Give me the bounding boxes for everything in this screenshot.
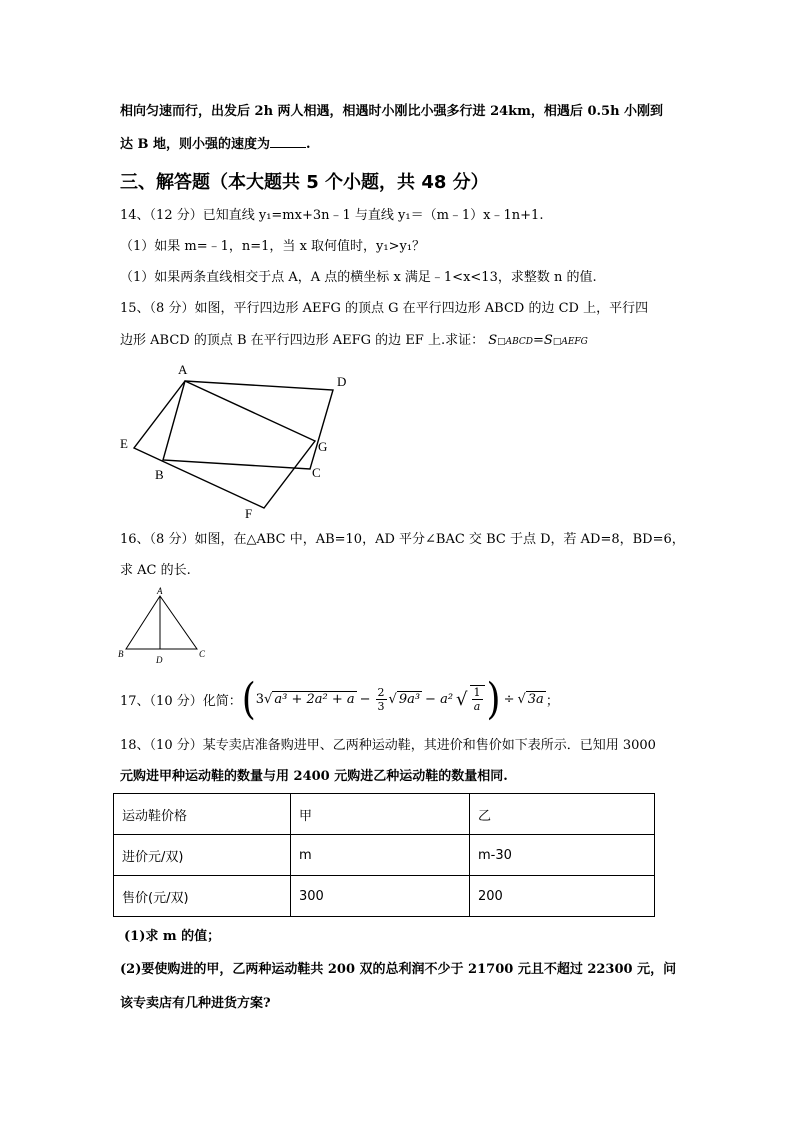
table-row	[114, 835, 655, 876]
q18-line-2: 元购进甲种运动鞋的数量与用 2400 元购进乙种运动鞋的数量相同.	[120, 769, 508, 784]
q17-frac-den: 3	[377, 699, 385, 713]
q17-radicand-2: 9a³	[398, 692, 421, 707]
table-cell: 售价(元/双)	[114, 876, 291, 917]
price-table	[113, 793, 655, 917]
q17-formula	[120, 676, 559, 722]
q17-inner-fraction	[470, 685, 485, 713]
section-heading: 三、解答题（本大题共 5 个小题，共 48 分）	[120, 172, 489, 193]
q18-line-1: 18、（10 分）某专卖店准备购进甲、乙两种运动鞋，其进价和售价如下表所示．已知用 3000	[120, 738, 656, 753]
intro-line-2	[120, 134, 311, 154]
q18-sub-1: (1)求 m 的值；	[124, 929, 221, 944]
q14-stem: 14、（12 分）已知直线 y₁=mx+3n﹣1 与直线 y₁＝（m﹣1）x﹣1n+1.	[120, 208, 544, 223]
q17-radicand-3: 3a	[527, 692, 544, 707]
sqrt-sign-2: √	[388, 691, 397, 707]
table-cell: m	[291, 835, 470, 876]
q17-coef1: 3	[255, 691, 265, 707]
q16-line-2: 求 AC 的长.	[120, 563, 191, 578]
intro-line-2-end: .	[306, 137, 311, 152]
label-c: C	[312, 465, 321, 480]
sqrt-sign-4: √	[517, 691, 526, 707]
q14-part-2: （1）如果两条直线相交于点 A，A 点的横坐标 x 满足﹣1<x<13，求整数 n 的值.	[120, 270, 597, 285]
label-f: F	[245, 506, 253, 518]
table-cell: 300	[291, 876, 470, 917]
left-paren: (	[241, 674, 256, 724]
table-cell: 进价元/双)	[114, 835, 291, 876]
q17-frac-num: 2	[377, 685, 385, 699]
label-e: E	[120, 436, 128, 451]
q15-line-1: 15、（8 分）如图，平行四边形 AEFG 的顶点 G 在平行四边形 ABCD 的边 CD 上，平行四	[120, 301, 649, 316]
tri-label-d: D	[156, 655, 163, 665]
q15-line-2	[120, 332, 588, 351]
table-cell: 甲	[291, 794, 470, 835]
q17-end: ；	[545, 693, 559, 709]
q17-inner-den: a	[473, 700, 481, 713]
table-cell: m-30	[470, 835, 655, 876]
q17-radicand-1: a³ + 2a² + a	[274, 692, 355, 707]
right-paren: )	[486, 674, 501, 724]
q15-proof-sub1: □ABCD	[497, 337, 534, 347]
q15-proof-eq: =S	[533, 333, 553, 348]
parallelogram-aefg	[134, 381, 315, 508]
sqrt-sign-3: √	[456, 688, 468, 710]
q15-proof-sub2: □AEFG	[552, 337, 588, 347]
table-row	[114, 876, 655, 917]
q17-fraction	[376, 686, 387, 713]
table-cell: 乙	[470, 794, 655, 835]
q18-sub-2-line-1: (2)要使购进的甲，乙两种运动鞋共 200 双的总利润不少于 21700 元且不超过 22300 元，问	[120, 962, 677, 977]
tri-label-c: C	[199, 649, 206, 659]
table-cell: 200	[470, 876, 655, 917]
q16-triangle-figure	[115, 586, 215, 666]
answer-blank	[270, 134, 306, 148]
label-g: G	[318, 439, 328, 454]
triangle-abc	[126, 596, 197, 649]
q15-proof-s1: S	[488, 333, 498, 348]
q14-part-1: （1）如果 m=﹣1，n=1，当 x 取何值时，y₁>y₁？	[120, 239, 426, 254]
q17-minus-1: −	[359, 691, 371, 707]
label-d: D	[337, 374, 347, 389]
q15-line-2-text: 边形 ABCD 的顶点 B 在平行四边形 AEFG 的边 EF 上.求证：	[120, 333, 485, 348]
table-row	[114, 794, 655, 835]
label-a: A	[178, 362, 188, 377]
q17-minus-2: − a²	[425, 691, 454, 707]
sqrt-sign-1: √	[264, 691, 273, 707]
tri-label-a: A	[157, 586, 163, 596]
parallelogram-abcd	[163, 381, 333, 469]
q16-line-1: 16、（8 分）如图，在△ABC 中，AB=10，AD 平分∠BAC 交 BC 于点 D，若 AD=8，BD=6，	[120, 532, 685, 547]
q17-prefix: 17、（10 分）化简：	[120, 693, 242, 709]
q17-divide: ÷	[503, 691, 515, 707]
tri-label-b: B	[118, 649, 124, 659]
q18-sub-2-line-2: 该专卖店有几种进货方案?	[120, 996, 271, 1011]
label-b: B	[155, 467, 164, 482]
table-cell: 运动鞋价格	[114, 794, 291, 835]
intro-line-1: 相向匀速而行，出发后 2h 两人相遇，相遇时小刚比小强多行进 24km，相遇后 0.5h 小刚到	[120, 104, 664, 119]
q17-inner-num: 1	[473, 686, 481, 699]
q15-parallelogram-figure	[115, 358, 360, 518]
intro-line-2-text: 达 B 地，则小强的速度为	[120, 137, 271, 152]
